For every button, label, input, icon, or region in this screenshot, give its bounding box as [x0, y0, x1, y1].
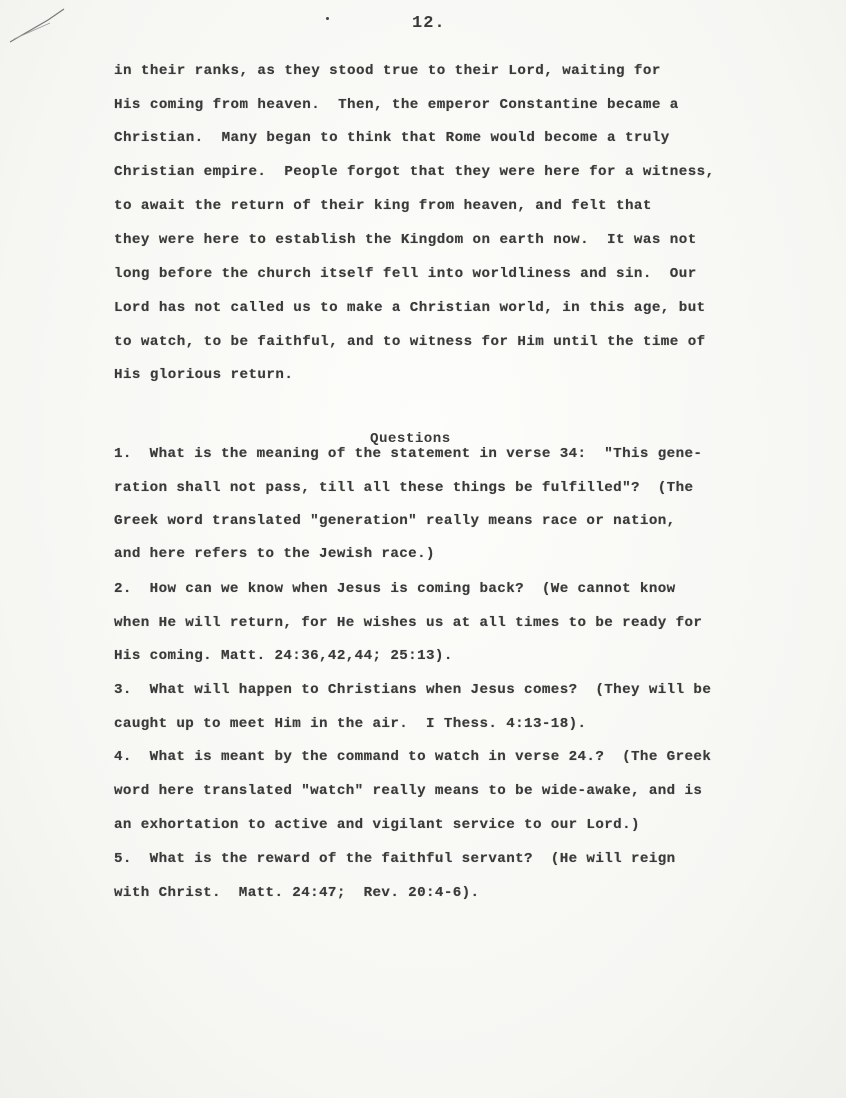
question-5-line: 5. What is the reward of the faithful servant? (He will reign: [114, 851, 676, 867]
question-3-line: 3. What will happen to Christians when Jesus comes? (They will be: [114, 682, 712, 698]
question-3-line: caught up to meet Him in the air. I Thess. 4:13-18).: [114, 716, 587, 732]
paragraph-line: Christian. Many began to think that Rome would become a truly: [114, 130, 670, 146]
paragraph-line: Lord has not called us to make a Christian world, in this age, but: [114, 300, 706, 316]
paragraph-line: His coming from heaven. Then, the emperor Constantine became a: [114, 97, 679, 113]
question-1-line: and here refers to the Jewish race.): [114, 546, 435, 562]
question-4-line: word here translated "watch" really means to be wide-awake, and is: [114, 783, 703, 799]
question-1-line: Greek word translated "generation" really means race or nation,: [114, 513, 676, 529]
questions-heading: Questions: [370, 431, 451, 447]
page-number: 12.: [412, 14, 446, 33]
paragraph-line: long before the church itself fell into worldliness and sin. Our: [114, 266, 697, 282]
ink-dot: [326, 17, 329, 20]
paragraph-line: His glorious return.: [114, 367, 294, 383]
question-2-line: when He will return, for He wishes us at all times to be ready for: [114, 615, 703, 631]
question-1-line: ration shall not pass, till all these things be fulfilled"? (The: [114, 480, 694, 496]
question-4-line: an exhortation to active and vigilant service to our Lord.): [114, 817, 640, 833]
paragraph-line: Christian empire. People forgot that they were here for a witness,: [114, 164, 715, 180]
paragraph-line: to watch, to be faithful, and to witness for Him until the time of: [114, 334, 706, 350]
paragraph-line: to await the return of their king from heaven, and felt that: [114, 198, 652, 214]
question-2-line: 2. How can we know when Jesus is coming back? (We cannot know: [114, 581, 676, 597]
pen-mark: [8, 6, 68, 46]
paragraph-line: they were here to establish the Kingdom on earth now. It was not: [114, 232, 697, 248]
paragraph-line: in their ranks, as they stood true to their Lord, waiting for: [114, 63, 661, 79]
question-4-line: 4. What is meant by the command to watch in verse 24.? (The Greek: [114, 749, 712, 765]
question-5-line: with Christ. Matt. 24:47; Rev. 20:4-6).: [114, 885, 480, 901]
question-2-line: His coming. Matt. 24:36,42,44; 25:13).: [114, 648, 453, 664]
question-1-line: 1. What is the meaning of the statement in verse 34: "This gene-: [114, 446, 703, 462]
